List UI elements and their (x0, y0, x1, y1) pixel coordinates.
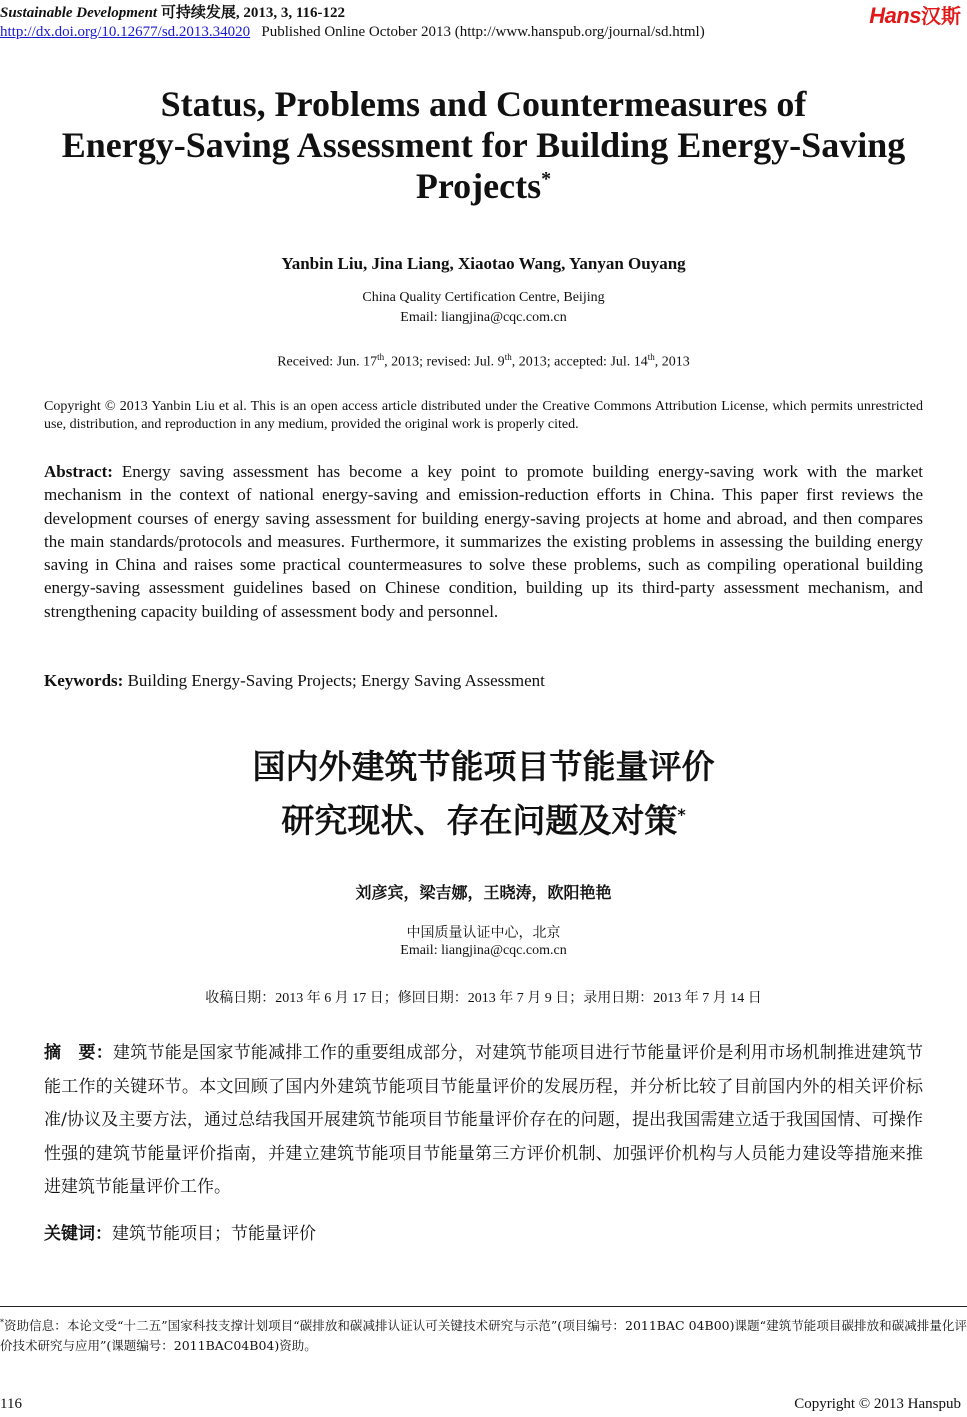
chinese-email: Email: liangjina@cqc.com.cn (400, 943, 567, 958)
zh-keywords-text: 建筑节能项目；节能量评价 (112, 1224, 316, 1244)
journal-header (0, 1, 345, 22)
chinese-abstract (44, 1037, 923, 1205)
hans-logo (869, 0, 961, 29)
zh-abstract-text: 建筑节能是国家节能减排工作的重要组成部分，对建筑节能项目进行节能量评价是利用市场机制推进建筑节能工作的关键环节。本文回顾了国内外建筑节能项目节能量评价的发展历程，并分析比较了目前国内外的相关评价标准/协议及主要方法，通过总结我国开展建筑节能项目节能量评价存在的问题，提出我国需建立适于我国国情、可操作性强的建筑节能量评价指南，并建立建筑节能项目节能量第三方评价机制、加强评价机构与人员能力建设等措施来推进建筑节能量评价工作。 (44, 1043, 924, 1197)
zh-abstract-label: 摘 要： (44, 1043, 113, 1063)
english-title (0, 84, 967, 207)
page-number: 116 (0, 1396, 22, 1412)
title-line-1: Status, Problems and Countermeasures of (160, 84, 807, 124)
abstract-label: Abstract: (44, 462, 113, 481)
logo-zh: 汉斯 (921, 4, 961, 28)
doi-link[interactable]: http://dx.doi.org/10.12677/sd.2013.34020 (0, 24, 251, 40)
english-affiliation: China Quality Certification Centre, Beijing (362, 290, 605, 305)
zh-title-line-1: 国内外建筑节能项目节能量评价 (252, 747, 715, 786)
chinese-received-dates: 收稿日期：2013 年 6 月 17 日；修回日期：2013 年 7 月 9 日；录用日期：2013 年 7 月 14 日 (205, 991, 762, 1006)
zh-title-footnote-mark: * (677, 805, 686, 824)
footer-copyright: Copyright © 2013 Hanspub (794, 1396, 961, 1412)
copyright-notice: Copyright © 2013 Yanbin Liu et al. This is an open access article distributed under the Creative Commons Attribution License, which permits unrestricted use, distribution, and reproduction in any medium, provided the original work is properly cited. (44, 399, 923, 432)
published-online-text: Published Online October 2013 (http://www.hanspub.org/journal/sd.html) (261, 24, 705, 40)
funding-footnote (0, 1313, 967, 1356)
title-line-2: Energy-Saving Assessment for Building Energy-Saving (61, 125, 906, 165)
journal-issue: , 2013, 3, 116-122 (235, 5, 346, 21)
doi-line (0, 24, 705, 41)
zh-keywords-label: 关键词： (44, 1224, 112, 1244)
journal-name: Sustainable Development (0, 5, 158, 21)
keywords-text: Building Energy-Saving Projects; Energy Saving Assessment (123, 671, 545, 690)
footnote-divider (0, 1306, 967, 1307)
english-authors: Yanbin Liu, Jina Liang, Xiaotao Wang, Yanyan Ouyang (281, 254, 686, 273)
english-abstract (44, 460, 923, 623)
abstract-text: Energy saving assessment has become a key point to promote building energy-saving work with the market mechanism in the context of national energy-saving and emission-reduction efforts in China. This paper first reviews the development courses of energy saving assessment for building energy-saving projects at home and abroad, and then compares the main standards/protocols and measures. Furthermore, it summarizes the existing problems in assessing the building energy saving in China and raises some practical countermeasures to solve these problems, such as compiling operational building energy-saving assessment guidelines based on Chinese condition, building up its third-party assessment mechanism, and strengthening capacity building of assessment body and personnel. (44, 462, 923, 621)
english-email: Email: liangjina@cqc.com.cn (400, 310, 567, 325)
english-received-dates: Received: Jun. 17th, 2013; revised: Jul. 9th, 2013; accepted: Jul. 14th, 2013 (277, 352, 690, 370)
footnote-text: 资助信息：本论文受“十二五”国家科技支撑计划项目“碳排放和碳减排认证认可关键技术研究与示范”(项目编号：2011BAC 04B00)课题“建筑节能项目碳排放和碳减排量化评价技术研究与应用”(课题编号：2011BAC04B04)资助。 (0, 1318, 967, 1354)
keywords-label: Keywords: (44, 671, 124, 690)
chinese-title (0, 743, 967, 845)
logo-en: Hans (869, 3, 921, 28)
english-keywords (44, 671, 923, 691)
title-line-3: Projects* (415, 166, 552, 206)
chinese-keywords (44, 1219, 316, 1244)
zh-title-line-2: 研究现状、存在问题及对策* (281, 801, 686, 840)
footnote-mark: * (0, 1318, 4, 1327)
journal-name-zh: 可持续发展 (160, 5, 236, 21)
title-footnote-mark: * (541, 168, 552, 190)
chinese-affiliation: 中国质量认证中心，北京 (406, 926, 561, 941)
chinese-authors: 刘彦宾，梁吉娜，王晓涛，欧阳艳艳 (355, 883, 612, 902)
